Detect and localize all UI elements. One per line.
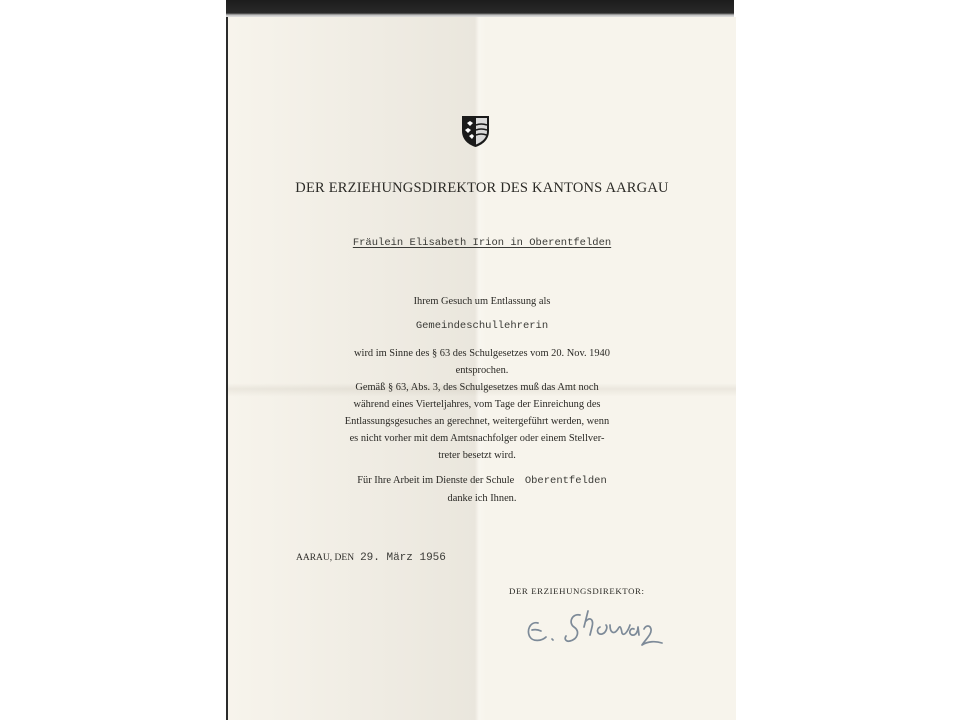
scanner-shadow-edge <box>226 0 734 18</box>
school-name: Oberentfelden <box>524 475 607 487</box>
decision-line-1: wird im Sinne des § 63 des Schulgesetzes vom 20. Nov. 1940 <box>354 348 610 359</box>
letter-heading: DER ERZIEHUNGSDIREKTOR DES KANTONS AARGAU <box>295 180 669 196</box>
letter-page <box>226 17 736 720</box>
position-title: Gemeindeschullehrerin <box>415 320 549 332</box>
decision-paragraph <box>228 345 736 379</box>
letter-date: 29. März 1956 <box>360 552 446 564</box>
note-line-5: treter besetzt wird. <box>438 450 516 461</box>
note-line-3: Entlassungsgesuches an gerechnet, weitergeführt werden, wenn <box>344 416 610 427</box>
thanks-line-1 <box>322 472 642 490</box>
request-line: Ihrem Gesuch um Entlassung als <box>413 296 551 307</box>
canton-crest-icon <box>461 115 490 148</box>
place-prefix: AARAU, DEN <box>296 553 355 563</box>
note-line-4: es nicht vorher mit dem Amtsnachfolger oder einem Stellver- <box>349 433 605 444</box>
note-line-2: während eines Vierteljahres, vom Tage der Einreichung des <box>353 399 601 410</box>
signer-title: DER ERZIEHUNGSDIREKTOR: <box>509 586 645 596</box>
thanks-prefix: Für Ihre Arbeit im Dienste der Schule <box>357 475 515 486</box>
signature-icon <box>518 601 688 651</box>
thanks-paragraph <box>322 472 642 507</box>
decision-line-2: entsprochen. <box>455 365 509 376</box>
recipient-line: Fräulein Elisabeth Irion in Oberentfelden <box>352 237 612 249</box>
thanks-line-2: danke ich Ihnen. <box>447 493 517 504</box>
place-date-line <box>296 552 446 564</box>
legal-note-paragraph <box>336 379 618 464</box>
note-line-1: Gemäß § 63, Abs. 3, des Schulgesetzes muß das Amt noch <box>355 382 599 393</box>
